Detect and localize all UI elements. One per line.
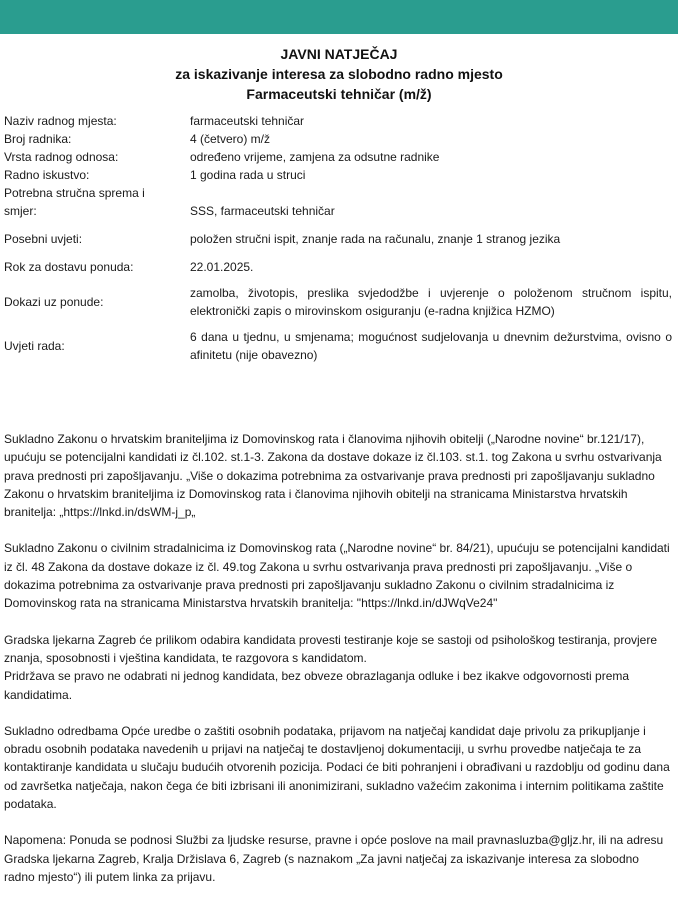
detail-label: Naziv radnog mjesta: xyxy=(4,114,117,128)
paragraph-note: Napomena: Ponuda se podnosi Službi za ljudske resurse, pravne i opće poslove na mail pravnasluzba@gljz.hr, ili na adresu Gradska ljekarna Zagreb, Kralja Držislava 6, Zagreb (s naznakom „Za javni natječaj za iskazivanje interesa za slobodno radno mjesto“) ili putem linka za prijavu. xyxy=(4,833,664,884)
detail-value: položen stručni ispit, znanje rada na računalu, znanje 1 stranog jezika xyxy=(190,232,561,246)
position-title: Farmaceutski tehničar (m/ž) xyxy=(246,86,432,102)
detail-label: Dokazi uz ponude: xyxy=(4,295,104,309)
detail-row-special-requirements xyxy=(4,230,672,248)
detail-value: 1 godina rada u struci xyxy=(190,168,306,182)
detail-label: Potrebna stručna sprema i smjer: xyxy=(4,186,145,218)
detail-label: Vrsta radnog odnosa: xyxy=(4,150,119,164)
detail-row-headcount xyxy=(4,130,672,148)
detail-row-working-conditions xyxy=(4,328,672,364)
detail-value: 6 dana u tjednu, u smjenama; mogućnost sudjelovanja u dnevnim dežurstvima, ovisno o afinitetu (nije obavezno) xyxy=(190,330,672,362)
detail-value: zamolba, životopis, preslika svjedodžbe i uvjerenje o položenom stručnom ispitu, elektronički zapis o mirovinskom osiguranju (e-radna knjižica HZMO) xyxy=(190,286,672,318)
detail-value: određeno vrijeme, zamjena za odsutne radnike xyxy=(190,150,440,164)
detail-row-required-documents xyxy=(4,284,672,320)
paragraph-data-protection: Sukladno odredbama Opće uredbe o zaštiti osobnih podataka, prijavom na natječaj kandidat daje privolu za prikupljanje i obradu osobnih podataka navedenih u prijavi na natječaj te dostavljenoj dokumentaciji, u svrhu provedbe natječaja te za kontaktiranje kandidata u slučaju budućih otvorenih pozicija. Podaci će biti pohranjeni i obrađivani u razdoblju od godinu dana od završetka natječaja, nakon čega će biti izbrisani ili anonimizirani, sukladno važećim zakonima i internim politikama zaštite podataka. xyxy=(4,723,670,812)
detail-value: 22.01.2025. xyxy=(190,260,254,274)
detail-row-qualification xyxy=(4,184,672,220)
detail-label: Posebni uvjeti: xyxy=(4,232,83,246)
detail-row-experience xyxy=(4,166,672,184)
detail-row-job-title xyxy=(4,112,672,130)
detail-row-employment-type xyxy=(4,148,672,166)
top-color-bar xyxy=(0,0,678,34)
document-title: JAVNI NATJEČAJ xyxy=(280,46,398,62)
detail-value: SSS, farmaceutski tehničar xyxy=(190,204,335,218)
detail-row-deadline xyxy=(4,258,672,276)
paragraph-civilian-victims-law: Sukladno Zakonu o civilnim stradalnicima iz Domovinskog rata („Narodne novine“ br. 84/21), upućuju se potencijalni kandidati iz čl. 48 Zakona da dostave dokaze iz čl. 49.tog Zakona u svrhu ostvarivanja prava prednosti pri zapošljavanju. „Više o dokazima potrebnima za ostvarivanje prava prednosti pri zapošljavanju sukladno Zakonu o civilnim stradalnicima iz Domovinskog rata na stranicama Ministarstva hrvatskih branitelja: "https://lnkd.in/dJWqVe24" xyxy=(4,541,670,611)
paragraph-selection-process: Gradska ljekarna Zagreb će prilikom odabira kandidata provesti testiranje koje se sastoji od psihološkog testiranja, provjere znanja, sposobnosti i vještina kandidata, te razgovora s kandidatom. xyxy=(4,632,658,665)
paragraph-selection-reservation: Pridržava se pravo ne odabrati ni jednog kandidata, bez obveze obrazlaganja odluke i bez ikakve odgovornosti prema kandidatima. xyxy=(4,669,630,702)
detail-value: 4 (četvero) m/ž xyxy=(190,132,271,146)
detail-label: Rok za dostavu ponuda: xyxy=(4,260,134,274)
detail-label: Radno iskustvo: xyxy=(4,168,90,182)
detail-label: Broj radnika: xyxy=(4,132,72,146)
job-details xyxy=(0,112,678,364)
document-subtitle: za iskazivanje interesa za slobodno radno mjesto xyxy=(175,66,503,82)
detail-value: farmaceutski tehničar xyxy=(190,114,305,128)
paragraph-veterans-law: Sukladno Zakonu o hrvatskim braniteljima iz Domovinskog rata i članovima njihovih obitelji („Narodne novine“ br.121/17), upućuju se potencijalni kandidati iz čl.102. st.1-3. Zakona da dostave dokaze iz čl.103. st.1. tog Zakona u svrhu ostvarivanja prava prednosti pri zapošljavanju. „Više o dokazima potrebnima za ostvarivanje prava prednosti pri zapošljavanju sukladno Zakonu o hrvatskim braniteljima iz Domovinskog rata i članovima njihovih obitelji na stranicama Ministarstva hrvatskih branitelja: „https://lnkd.in/dsWM-j_p„ xyxy=(4,432,662,520)
detail-label: Uvjeti rada: xyxy=(4,339,65,353)
body-text xyxy=(0,430,678,886)
